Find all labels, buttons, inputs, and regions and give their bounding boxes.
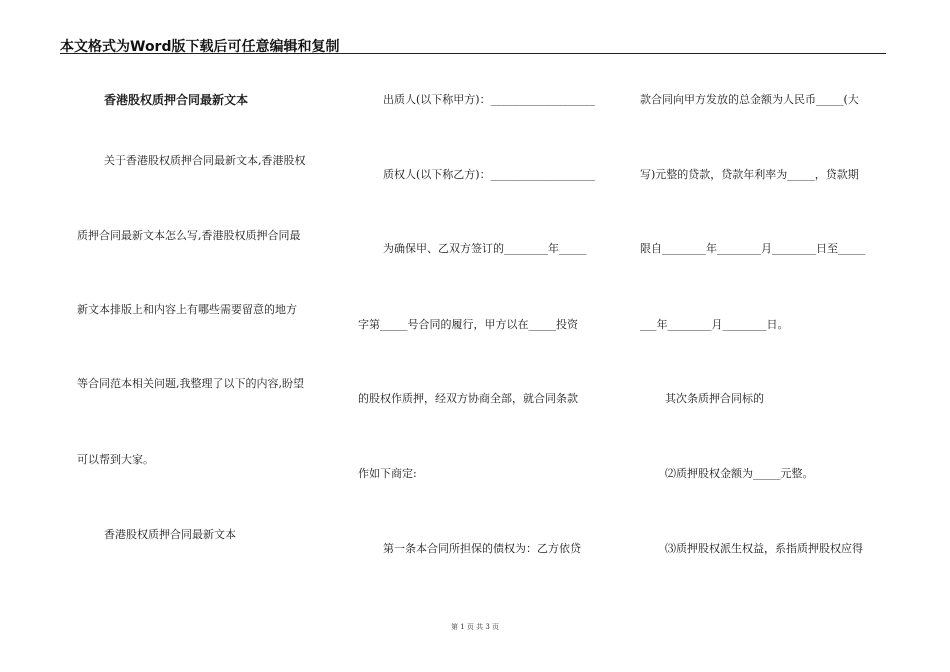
page-number: 第 1 页 共 3 页 [450, 623, 500, 631]
body-line: 为确保甲、乙双方签订的________年_____ [383, 242, 587, 255]
body-line: 可以帮到大家。 [77, 453, 154, 466]
body-line: 出质人(以下称甲方)：___________________ [383, 93, 596, 106]
body-line: 第一条本合同所担保的债权为：乙方依贷 [383, 542, 581, 555]
body-line: 写)元整的贷款，贷款年利率为_____，贷款期 [640, 168, 859, 181]
body-line: 作如下商定: [358, 467, 417, 480]
body-line: 香港股权质押合同最新文本 [104, 528, 236, 541]
body-line: 限自________年________月________日至_____ [640, 242, 866, 255]
body-line: 关于香港股权质押合同最新文本,香港股权 [104, 154, 306, 167]
body-line: 新文本排版上和内容上有哪些需要留意的地方 [77, 303, 297, 316]
body-line: 的股权作质押，经双方协商全部，就合同条款 [358, 392, 578, 405]
body-line: 字第_____号合同的履行，甲方以在_____投资 [358, 318, 578, 331]
body-line: ___年________月________日。 [640, 318, 789, 331]
body-line: ⑵质押股权金额为_____元整。 [665, 467, 814, 480]
document-title: 香港股权质押合同最新文本 [104, 93, 249, 107]
body-line: 款合同向甲方发放的总金额为人民币_____(大 [640, 93, 859, 106]
page-header-title: 本文格式为Word版下载后可任意编辑和复制 [60, 39, 340, 55]
body-line: 等合同范本相关问题,我整理了以下的内容,盼望 [77, 377, 304, 390]
body-line: ⑶质押股权派生权益，系指质押股权应得 [665, 542, 863, 555]
header-rule [60, 53, 886, 54]
body-line: 质权人(以下称乙方)：___________________ [383, 168, 596, 181]
body-line: 质押合同最新文本怎么写,香港股权质押合同最 [77, 229, 301, 242]
section-heading: 其次条质押合同标的 [665, 392, 764, 405]
